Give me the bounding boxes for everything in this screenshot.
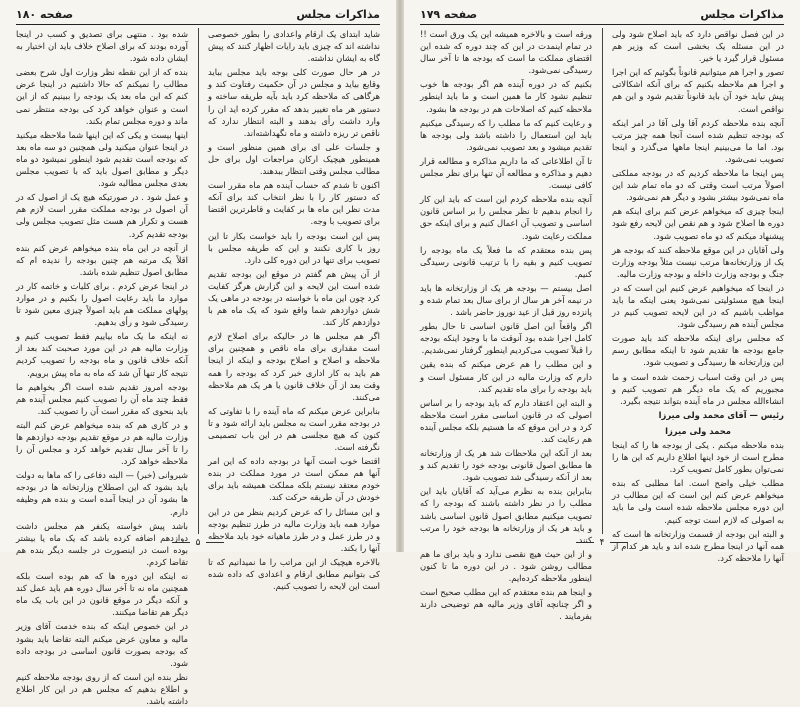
- paragraph: که مجلس برای اینکه ملاحظه کند باید صورت جامع بودجه ها تقدیم شود تا اینکه مطابق رسم این وزارتخانه ها رسیدگی و تصویب شود.: [612, 333, 784, 368]
- speaker-line: رئیس — آقای محمد ولی میرزا: [658, 409, 784, 420]
- paragraph: و اینجا هم بنده معتقدم که این مطلب صحیح است و اگر چنانچه آقای وزیر مالیه هم توضیحی دارند بفرمایند .: [420, 587, 592, 622]
- paragraph: نظر بنده این است که از روی بودجه ملاحظه کنیم و اطلاع بدهیم که مجلس هم در این کار اطلاع داشته باشد.: [16, 671, 188, 706]
- text-column-left: [420, 28, 592, 622]
- paragraph: بنده ملاحظه میکنم . یکی از بودجه ها را که اینجا مطرح است از خود اینها اطلاع داریم که این ها را نمی‌توان بطور کامل تصویب کرد.: [612, 440, 784, 475]
- paragraph: در این فصل نواقص دارد که باید اصلاح شود ولی در این مسئله یک بخشی است که وزیر هم مسئول قرار گیرد یا خیر.: [612, 29, 784, 64]
- paragraph: اگر هم مجلس ها در حالیکه برای اصلاح لازم است مقداری برای ماه ناقص و همچنین برای ملاحظه و اصلاح و اصلاح بودجه و اینکه از اینجا هم باید به کار اداری خبر کرد که بودجه را همه وقت بعد از آن خلاف قانون یا هر یک هم ملاحظه می‌کنند.: [208, 331, 380, 402]
- paragraph: بالاخره هیچیک از این مراتب را ما نمیدانیم که تا کی بتوانیم مطابق ارقام و اعدادی که داده شده است این لایحه را تصویب کنیم.: [208, 556, 380, 592]
- page-number-heading: صفحه ۱۸۰: [16, 7, 74, 21]
- page-179: [404, 0, 800, 622]
- paragraph: نه اینکه ما یک ماه بیاییم فقط تصویب کنیم و وزارت مالیه هم در این مورد صحبت کند بعد از آنکه خلاف قانون و ماه بودجه را تصویب کردیم نتیجه کار تنها آن شد که ماه به ماه پیش برویم.: [16, 331, 188, 378]
- paragraph: شیروانی (خبر) — البته دفاعی را که ماها به دولت باید بشود که این اصطلاح وزارتخانه ها در بودجه ها بشود آن در اینجا آمده است و بنده هم وظیفه دارم.: [16, 470, 188, 517]
- paragraph: ولی آقایان در این موقع ملاحظه کنند که بودجه هر یک از وزارتخانه‌ها مرتب نیست مثلاً بودجه وزارت جنگ و بودجه وزارت داخله و بودجه وزارت مالیه.: [612, 244, 784, 279]
- page-header: [420, 6, 784, 22]
- text-column-right: [208, 28, 380, 592]
- paragraph: باشد پیش خواسته یکنفر هم مجلس داشت دوازدهم اضافه کرده باشد که یک ماه یا بیشتر بوده است در اینصورت در جلسه دیگر بنده هم تقاضا کردم.: [16, 520, 188, 567]
- header-rule: [16, 24, 380, 25]
- paragraph: اینها بیست و یکی که این اینها شما ملاحظه میکنید در اینجا عنوان میکنید ولی همچنین دو سه ماه بعد که بودجه است تقدیم شود اینطور نمیشود دو ماه دیگر و مطابق اصول باید که با تصویب مجلس بعدی مجلس مطالبه شود.: [16, 129, 188, 189]
- paragraph: اکنون تا شدم که حساب آینده هم ماه مقرر است که دستور کار را با نظر انتخاب کند برای آنکه مدت نظر این ماه ها بر کفایت و قاطرترین اقتضا برای تصویب با وجه.: [208, 180, 380, 227]
- folio: ۵: [195, 538, 201, 548]
- paragraph: و جلسات علی ای برای همین منظور است و همینطور هیچیک ارکان مراجعات اول برای حل مطالب مجلس وقتی انتظار ببدهند.: [208, 141, 380, 177]
- paragraph: اگر واقعاً این اصل قانون اساسی تا حال بطور کامل اجرا شده بود آنوقت ما با وجود اینکه بودجه را قبلاً تصویب می‌کردیم اینطور گرفتار نمی‌شدیم.: [420, 321, 592, 356]
- paragraph-group: [612, 28, 784, 407]
- paragraph: و این مطلب را هم عرض میکنم که بنده یقین دارم که وزارت مالیه در این کار مسئول است و باید بودجه را برای ماه تقدیم کند.: [420, 359, 592, 394]
- paragraph: بعد از آنکه این ملاحظات شد هر یک از وزارتخانه ها مطابق اصول قانونی بودجه خود را تقدیم کند و بعد از آنکه رسیدگی شد تصویب شود.: [420, 448, 592, 483]
- paragraph: نه اینکه این دوره ها که هم بوده است بلکه همچنین ماه نه تا آخر سال دوره هم باید عمل کند و آنکه دیگر در موقع قانون در این باب یک ماه دیگر هم تقاضا میکنند.: [16, 571, 188, 618]
- paragraph: اقتضا خوب است آنها در بودجه داده که این امر آنها هم ممکن است در مورد مملکت در بنده خودم معتقد نیستم بلکه مملکت همیشه باید برای خودش در آن طریقه حرکت کند.: [208, 456, 380, 503]
- paragraph: بکنیم که در دوره آینده هم اگر بودجه ها خوب تنظیم نشود کار ما همین است و ما باید اینطور ملاحظه کنیم که اصلاحات هم در بودجه ها بشود.: [420, 79, 592, 114]
- paragraph: و از این حیث هیچ نقصی ندارد و باید برای ما هم مطالب روشن شود . در این دوره ما تا کنون اینطور ملاحظه کرده‌ایم.: [420, 548, 592, 584]
- paragraph: تا آن اطلاعاتی که ما داریم مذاکره و مطالعه قرار دهیم و مذاکره و مطالعه آن تنها برای نظر مجلس کافی نیست.: [420, 155, 592, 191]
- column-divider: [198, 28, 199, 534]
- paragraph: ورقه است و بالاخره همیشه این یک ورق است !! در تمام اینمدت در این که چند دوره که شده این اقتضای مملکت ما است که بودجه ها تا آخر سال رسیدگی نمی‌شود.: [420, 29, 592, 76]
- paragraph: در اینجا عرض کردم . برای کلیات و خاتمه کار در موارد ما باید رعایت اصول را بکنیم و در موارد پولهای مملکت هم باید اصولاً چیزی معین شود تا رسیدگی شود و رأی بدهیم.: [16, 280, 188, 328]
- page-number-heading: صفحه ۱۷۹: [420, 7, 478, 21]
- paragraph: شده بود . منتهی برای تصدیق و کسب در اینجا آورده بودند که برای اصلاح خلاف باید ان اختیار به ایشان داده شود.: [16, 29, 188, 64]
- running-title: مذاکرات مجلس: [700, 7, 784, 21]
- paragraph: در اینجا که میخواهیم عرض کنیم این است که در اینجا هیچ مسئولیتی نمی‌شود یعنی اینکه ما باید مواظب باشیم که در این لایحه تصویب کنیم در مجلس آینده هم رسیدگی شود.: [612, 282, 784, 330]
- header-rule: [420, 24, 784, 25]
- paragraph: آنچه بنده ملاحظه کردم این است که باید این کار را انجام بدهیم تا نظر مجلس را بر اساس قانون اساسی و تصویب آن اعمال کنیم و برای اینکه حق مملکت رعایت شود.: [420, 194, 592, 241]
- paragraph: از آنچه در این ماه بنده میخواهم عرض کنم بنده اقلاً یک مرتبه هم چنین بودجه را ندیده ام که مطابق اصول تنظیم شده باشد.: [16, 242, 188, 277]
- paragraph: در هر حال صورت کلی بوجه باید مجلس بباید وقایع بیاید و مجلس در آن حکمیت رفتاوت کند و هرگاهی که ملاحظه کرد باید بآیه طریقه ساخته و دستور هر ماه تغییر بدهد که مقرر کرده اید ان را وارد داشت رأی بدهند و البته انتظار ندارد که ناقص تر ریزه داشته و ماه نگهداشته‌اند.: [208, 67, 380, 138]
- page-footer: [404, 538, 800, 548]
- paragraph: بنابراین عرض میکنم که ماه آینده را با تفاوتی که در بودجه مقرر است به مجلس باید ارائه شود و تا کنون که هیچ مجلسی هم در این باب تصمیمی نگرفته است.: [208, 405, 380, 453]
- paragraph: پس در این وقت اسباب زحمت شده است و ما مجبوریم که یک ماه دیگر هم تصویب کنیم و انشاء‌الله مجلس در ماه آینده بتواند نتیجه بگیرد.: [612, 371, 784, 406]
- paragraph: بودجه امروز تقدیم شده است اگر بخواهیم ما فقط چند ماه آن را تصویب کنیم مجلس آینده هم باید بنحوی که مقرر است آن را تصویب کند.: [16, 381, 188, 416]
- paragraph: و رعایت کنیم که ما مطلب را که رسیدگی میکنیم باید این استعمال را داشته باشد ولی بودجه ها تقدیم میشود و بعد تصویب نمی‌شود.: [420, 117, 592, 152]
- paragraph: و در کاری هم که بنده میخواهم عرض کنم البته وزارت مالیه هم در موقع تقدیم بودجه دوازدهم ها را تا آخر سال تقدیم خواهد کرد و مجلس آن را ملاحظه خواهد کرد.: [16, 419, 188, 467]
- paragraph: شاید ابتدای یک ارقام واعدادی را بطور خصوصی نداشته اند که چیزی باید رایات اظهار کنند که پیش گاه به ایشان نداشته.: [208, 29, 380, 64]
- paragraph: اصل بیستم — بودجه هر یک از وزارتخانه ها باید در نیمه آخر هر سال از برای سال بعد تمام شده و پانزده روز قبل از عید نوروز حاضر باشد .: [420, 282, 592, 318]
- paragraph: و این مسائل را که عرض کردیم بنظر من در این موارد همه باید وزارت مالیه در طرز تنظیم بودجه و در طرز عمل و در طرز ماهیانه خود باید ملاحظه آنها را بکند.: [208, 506, 380, 553]
- speaker-heading: محمد ولی میرزا: [665, 425, 731, 436]
- text-column-right: [612, 28, 784, 563]
- paragraph: آنچه بنده ملاحظه کردم آقا ولی آقا در امر اینکه که بودجه تنظیم شده است آنجا همه چیز مرتب بود. اما ما می‌بینیم اینجا ماهها می‌گذرد و اینجا تصویب نمی‌شود.: [612, 117, 784, 164]
- text-column-left: [16, 28, 188, 706]
- paragraph: و عمل شود . در صورتیکه هیچ یک از اصول که در آن اصول در بودجه مملکت مقرر است لازم هم هست و تکرار هم هست مثل تصویب مجلس ولی بودجه تقدیم کرد.: [16, 192, 188, 239]
- paragraph: از آن پیش هم گفتم در موقع این بودجه تقدیم شده است این لایحه و این گزارش هرگز کفایت کرد چون این ماه با خواسته در بودجه در ماهی یک شش دوازدهم شما واقع شود که یک ماه هم با دوازدهم کار کند.: [208, 268, 380, 328]
- paragraph: بنده که از این نقطه نظر وزارت اول شرح بعضی مطالب را نمیکنم که حالا داشتیم در اینجا عرض کنم که این ماه بعد یک بودجه را ببینیم که از این است و عنوان خواهد کرد کی بودجه منتظر نمی ماند و دوره مجلس تمام بکند.: [16, 67, 188, 126]
- page-180: [0, 0, 396, 706]
- folio: ۴: [599, 538, 605, 548]
- paragraph: پس اینجا ما ملاحظه کردیم که در بودجه مملکتی اصولاً مرتب است وقتی که دو ماه تمام شد این ماه نمی‌شود بیشتر بشود و دیگر هم نمی‌شود.: [612, 168, 784, 203]
- running-title: مذاکرات مجلس: [296, 7, 380, 21]
- paragraph: و البته این اعتقاد دارم که باید بودجه را بر اساس اصولی که در قانون اساسی مقرر است ملاحظه کرد و در این موقع که ما هستیم بلکه مجلس آینده هم رعایت کند.: [420, 397, 592, 444]
- page-header: [16, 6, 380, 22]
- paragraph: اینجا چیزی که میخواهم عرض کنم برای اینکه هم دوره ها اصلاح شود و هم نقص این لایحه رفع شود پیشنهاد میکنم که دو ماه تصویب شود.: [612, 206, 784, 241]
- paragraph: در این خصوص اینکه که بنده خدمت آقای وزیر مالیه و معاون عرض میکنم البته تقاضا باید بشود که بودجه بصورت قانون اساسی در بودجه داده شود.: [16, 621, 188, 668]
- paragraph: تصور و اجرا هم میتوانیم قانوناً بگوئیم که این اجرا و اجرا هم ملاحظه بکنیم که برای آنکه اشکالاتی پیش نیاید خود آن باید قانوناً تقدیم شود و این هم نواقص است.: [612, 67, 784, 114]
- paragraph: بنابراین بنده به نظرم می‌آید که آقایان باید این مطلب را در نظر داشته باشند که بودجه را که تصویب میکنیم مطابق اصول قانون اساسی باشد و باید هر یک از وزارتخانه ها بودجه خود را مرتب کنند.: [420, 486, 592, 545]
- column-divider: [602, 28, 603, 534]
- paragraph: پس این است بودجه را باید خواست بکار تا این روز با کاری نکنند و این که طریقه مجلس با تصویب برای تنها در این دوره کلی دارد.: [208, 230, 380, 265]
- paragraph: مطلب خیلی واضح است. اما مطلبی که بنده میخواهم عرض کنم این است که این مطالب در این دوره مجلس ملاحظه شده است ولی ما باید به اصولی که لازم است توجه کنیم.: [612, 478, 784, 525]
- paragraph: و البته این بودجه از قسمت وزارتخانه ها است که همه آنها در اینجا مطرح شده اند و باید هر کدام از آنها را ملاحظه کرد.: [612, 528, 784, 563]
- paragraph: پس بنده معتقدم که ما فعلاً یک ماه بودجه را تصویب کنیم و بقیه را با ترتیب قانونی رسیدگی کنیم.: [420, 244, 592, 279]
- binding-gutter: [396, 0, 404, 552]
- page-footer: [0, 538, 396, 548]
